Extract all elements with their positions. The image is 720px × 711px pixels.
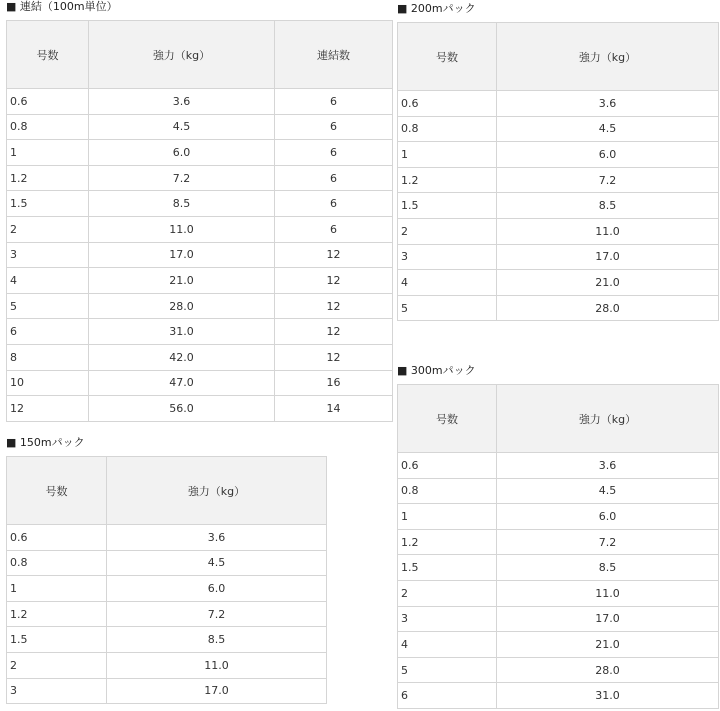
table-row bbox=[7, 191, 393, 217]
cell-strength: 47.0 bbox=[89, 370, 275, 396]
cell-size: 0.8 bbox=[398, 116, 497, 142]
pack150-table bbox=[6, 456, 327, 704]
table-row bbox=[7, 165, 393, 191]
pack150-title: ■ 150mパック bbox=[6, 436, 85, 449]
column-header: 強力（kg） bbox=[107, 457, 327, 525]
cell-size: 10 bbox=[7, 370, 89, 396]
cell-strength: 28.0 bbox=[497, 657, 719, 683]
column-header: 号数 bbox=[7, 21, 89, 89]
cell-count: 12 bbox=[275, 242, 393, 268]
cell-strength: 17.0 bbox=[89, 242, 275, 268]
cell-strength: 28.0 bbox=[89, 293, 275, 319]
cell-size: 1 bbox=[398, 504, 497, 530]
cell-size: 2 bbox=[398, 218, 497, 244]
table-row bbox=[398, 632, 719, 658]
cell-strength: 28.0 bbox=[497, 295, 719, 321]
table-row bbox=[7, 550, 327, 576]
table-header-row bbox=[398, 385, 719, 453]
cell-count: 12 bbox=[275, 319, 393, 345]
cell-size: 4 bbox=[7, 268, 89, 294]
table-row bbox=[398, 555, 719, 581]
cell-strength: 7.2 bbox=[497, 529, 719, 555]
table-header-row bbox=[7, 457, 327, 525]
cell-size: 12 bbox=[7, 396, 89, 422]
table-header-row bbox=[7, 21, 393, 89]
cell-strength: 21.0 bbox=[89, 268, 275, 294]
cell-strength: 8.5 bbox=[497, 555, 719, 581]
table-row bbox=[398, 606, 719, 632]
cell-strength: 8.5 bbox=[497, 193, 719, 219]
cell-size: 6 bbox=[7, 319, 89, 345]
cell-strength: 6.0 bbox=[89, 140, 275, 166]
table-row bbox=[7, 370, 393, 396]
cell-strength: 56.0 bbox=[89, 396, 275, 422]
cell-strength: 7.2 bbox=[497, 167, 719, 193]
cell-strength: 4.5 bbox=[497, 478, 719, 504]
cell-strength: 3.6 bbox=[89, 89, 275, 115]
cell-count: 6 bbox=[275, 165, 393, 191]
renketsu-title: ■ 連結（100m単位） bbox=[6, 0, 118, 13]
table-row bbox=[398, 167, 719, 193]
table-row bbox=[7, 678, 327, 704]
cell-strength: 3.6 bbox=[497, 453, 719, 479]
renketsu-table bbox=[6, 20, 393, 422]
cell-size: 1.5 bbox=[7, 627, 107, 653]
cell-size: 4 bbox=[398, 270, 497, 296]
table-row bbox=[7, 268, 393, 294]
pack150-section bbox=[6, 436, 327, 704]
pack200-section bbox=[397, 2, 719, 321]
cell-size: 1.5 bbox=[398, 193, 497, 219]
table-row bbox=[7, 344, 393, 370]
cell-count: 14 bbox=[275, 396, 393, 422]
pack300-table bbox=[397, 384, 719, 709]
cell-size: 1.5 bbox=[398, 555, 497, 581]
cell-size: 3 bbox=[398, 606, 497, 632]
cell-size: 0.8 bbox=[398, 478, 497, 504]
cell-size: 1 bbox=[7, 576, 107, 602]
cell-strength: 6.0 bbox=[107, 576, 327, 602]
cell-size: 2 bbox=[7, 216, 89, 242]
cell-size: 1.2 bbox=[398, 529, 497, 555]
cell-strength: 11.0 bbox=[497, 218, 719, 244]
cell-size: 3 bbox=[7, 242, 89, 268]
cell-size: 8 bbox=[7, 344, 89, 370]
cell-size: 3 bbox=[7, 678, 107, 704]
cell-count: 12 bbox=[275, 344, 393, 370]
cell-strength: 17.0 bbox=[497, 244, 719, 270]
cell-strength: 31.0 bbox=[497, 683, 719, 709]
cell-size: 1 bbox=[398, 142, 497, 168]
pack300-section bbox=[397, 364, 719, 709]
cell-size: 5 bbox=[398, 295, 497, 321]
cell-strength: 6.0 bbox=[497, 504, 719, 530]
table-row bbox=[398, 683, 719, 709]
cell-count: 6 bbox=[275, 140, 393, 166]
table-row bbox=[398, 91, 719, 117]
table-row bbox=[7, 216, 393, 242]
table-row bbox=[398, 218, 719, 244]
column-header: 強力（kg） bbox=[497, 23, 719, 91]
table-row bbox=[398, 244, 719, 270]
cell-size: 1.2 bbox=[7, 601, 107, 627]
table-row bbox=[398, 193, 719, 219]
table-row bbox=[398, 295, 719, 321]
table-row bbox=[398, 142, 719, 168]
cell-size: 4 bbox=[398, 632, 497, 658]
cell-strength: 21.0 bbox=[497, 270, 719, 296]
cell-size: 2 bbox=[398, 580, 497, 606]
cell-size: 0.8 bbox=[7, 550, 107, 576]
table-row bbox=[7, 293, 393, 319]
cell-strength: 4.5 bbox=[497, 116, 719, 142]
cell-strength: 6.0 bbox=[497, 142, 719, 168]
cell-count: 12 bbox=[275, 293, 393, 319]
table-row bbox=[398, 116, 719, 142]
pack200-table bbox=[397, 22, 719, 321]
column-header: 強力（kg） bbox=[89, 21, 275, 89]
table-row bbox=[398, 657, 719, 683]
column-header: 号数 bbox=[398, 385, 497, 453]
cell-size: 0.6 bbox=[398, 91, 497, 117]
table-row bbox=[398, 270, 719, 296]
table-row bbox=[7, 396, 393, 422]
cell-size: 1.5 bbox=[7, 191, 89, 217]
cell-strength: 3.6 bbox=[107, 525, 327, 551]
cell-strength: 11.0 bbox=[107, 652, 327, 678]
cell-strength: 31.0 bbox=[89, 319, 275, 345]
table-row bbox=[7, 576, 327, 602]
cell-count: 6 bbox=[275, 216, 393, 242]
table-row bbox=[398, 478, 719, 504]
cell-strength: 11.0 bbox=[497, 580, 719, 606]
cell-size: 0.6 bbox=[398, 453, 497, 479]
cell-size: 0.6 bbox=[7, 89, 89, 115]
cell-size: 1 bbox=[7, 140, 89, 166]
table-row bbox=[7, 601, 327, 627]
cell-strength: 7.2 bbox=[107, 601, 327, 627]
cell-count: 6 bbox=[275, 114, 393, 140]
cell-size: 1.2 bbox=[7, 165, 89, 191]
cell-strength: 3.6 bbox=[497, 91, 719, 117]
renketsu-section bbox=[6, 0, 393, 422]
cell-size: 6 bbox=[398, 683, 497, 709]
cell-size: 5 bbox=[398, 657, 497, 683]
table-header-row bbox=[398, 23, 719, 91]
pack300-title: ■ 300mパック bbox=[397, 364, 476, 377]
cell-strength: 8.5 bbox=[89, 191, 275, 217]
cell-strength: 8.5 bbox=[107, 627, 327, 653]
cell-count: 6 bbox=[275, 89, 393, 115]
cell-count: 6 bbox=[275, 191, 393, 217]
cell-strength: 7.2 bbox=[89, 165, 275, 191]
table-row bbox=[7, 319, 393, 345]
cell-size: 0.6 bbox=[7, 525, 107, 551]
table-row bbox=[398, 529, 719, 555]
table-row bbox=[398, 453, 719, 479]
table-row bbox=[398, 504, 719, 530]
table-row bbox=[7, 140, 393, 166]
table-row bbox=[7, 652, 327, 678]
column-header: 強力（kg） bbox=[497, 385, 719, 453]
cell-strength: 11.0 bbox=[89, 216, 275, 242]
cell-count: 12 bbox=[275, 268, 393, 294]
cell-strength: 42.0 bbox=[89, 344, 275, 370]
column-header: 号数 bbox=[7, 457, 107, 525]
column-header: 号数 bbox=[398, 23, 497, 91]
table-row bbox=[7, 627, 327, 653]
cell-size: 5 bbox=[7, 293, 89, 319]
cell-strength: 4.5 bbox=[107, 550, 327, 576]
table-row bbox=[7, 114, 393, 140]
table-row bbox=[7, 242, 393, 268]
cell-count: 16 bbox=[275, 370, 393, 396]
table-row bbox=[7, 89, 393, 115]
cell-strength: 4.5 bbox=[89, 114, 275, 140]
pack200-title: ■ 200mパック bbox=[397, 2, 476, 15]
cell-size: 2 bbox=[7, 652, 107, 678]
cell-size: 3 bbox=[398, 244, 497, 270]
cell-size: 1.2 bbox=[398, 167, 497, 193]
cell-strength: 17.0 bbox=[497, 606, 719, 632]
cell-strength: 17.0 bbox=[107, 678, 327, 704]
column-header: 連結数 bbox=[275, 21, 393, 89]
cell-size: 0.8 bbox=[7, 114, 89, 140]
table-row bbox=[398, 580, 719, 606]
cell-strength: 21.0 bbox=[497, 632, 719, 658]
table-row bbox=[7, 525, 327, 551]
